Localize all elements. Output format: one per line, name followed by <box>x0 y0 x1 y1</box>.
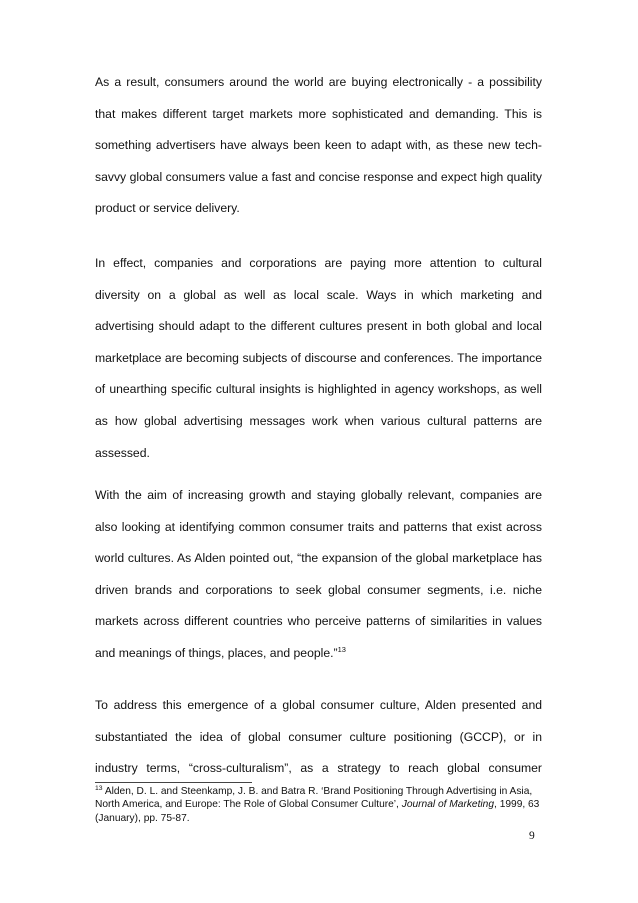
body-paragraph-4: To address this emergence of a global consumer culture, Alden presented and substantiated the idea of global consumer culture positioning (GCCP), or in industry terms, “cross-culturalism”, as a strategy to reach global consumer <box>95 698 542 776</box>
footnote-number: 13 <box>95 785 103 792</box>
body-paragraph-3-text: With the aim of increasing growth and staying globally relevant, companies are also looking at identifying common consumer traits and patterns that exist across world cultures. As Alden pointed out, “the expansion of the global marketplace has driven brands and corporations to seek global consumer segments, i.e. niche markets across different countries who perceive patterns of similarities in values and meanings of things, places, and people.” <box>95 488 542 660</box>
page-number: 9 <box>529 830 535 842</box>
body-paragraph-1: As a result, consumers around the world are buying electronically - a possibility that makes different target markets more sophisticated and demanding. This is something advertisers have always been keen to adapt with, as these new tech-savvy global consumers value a fast and concise response and expect high quality product or service delivery. <box>95 75 542 216</box>
footnote-citation-end: , 1999, 63 (January), pp. 75-87. <box>95 799 540 824</box>
footnote-separator <box>95 782 252 783</box>
footnote-reference[interactable]: 13 <box>337 644 346 654</box>
footnote-citation: Alden, D. L. and Steenkamp, J. B. and Batra R. ‘Brand Positioning Through Advertising in Asia, North America, and Europe: The Role of Global Consumer Culture’, <box>95 786 533 811</box>
body-paragraph-2: In effect, companies and corporations are paying more attention to cultural diversity on a global as well as local scale. Ways in which marketing and advertising should adapt to the different cultures present in both global and local marketplace are becoming subjects of discourse and conferences. The importance of unearthing specific cultural insights is highlighted in agency workshops, as well as how global advertising messages work when various cultural patterns are assessed. <box>95 256 542 460</box>
footnote <box>95 785 545 825</box>
footnote-journal: Journal of Marketing <box>401 799 495 811</box>
body-paragraph-3 <box>95 480 542 670</box>
